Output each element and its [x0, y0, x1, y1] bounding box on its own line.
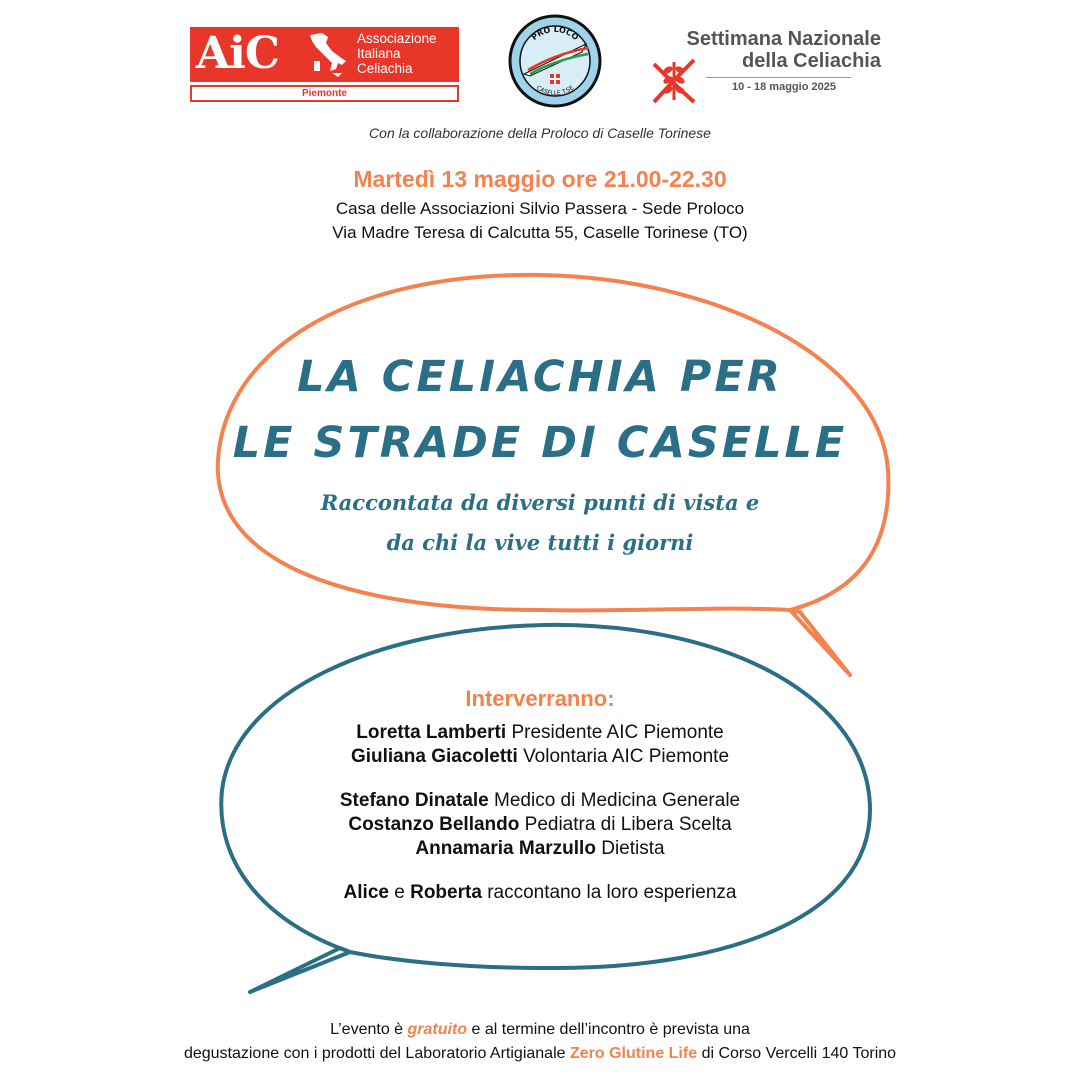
- aic-name: Associazione Italiana Celiachia: [357, 31, 437, 76]
- settimana-title: Settimana Nazionale della Celiachia: [686, 28, 881, 72]
- event-subtitle-line-1: Raccontata da diversi punti di vista e: [320, 490, 760, 515]
- speakers-heading: Interverranno:: [465, 686, 615, 711]
- experience-row: [0, 882, 1080, 904]
- speaker-row: [0, 790, 1080, 812]
- free-highlight: gratuito: [407, 1021, 468, 1038]
- speaker-name: Giuliana Giacoletti: [350, 746, 518, 767]
- speaker-row: [0, 746, 1080, 768]
- speaker-name: Loretta Lamberti: [356, 722, 507, 743]
- settimana-dates: 10 - 18 maggio 2025: [732, 81, 836, 93]
- aic-region: Piemonte: [190, 85, 459, 102]
- brand-highlight: Zero Glutine Life: [569, 1045, 698, 1062]
- speaker-row: [0, 722, 1080, 744]
- speaker-role: Dietista: [601, 838, 665, 859]
- venue-name: Casa delle Associazioni Silvio Passera - Sede Proloco: [335, 199, 745, 218]
- proloco-bottom-text: CASELLE T.SE: [534, 84, 576, 98]
- speaker-role: Volontaria AIC Piemonte: [523, 746, 730, 767]
- footer-line-2: degustazione con i prodotti del Laboratorio Artigianale Zero Glutine Life di Corso Vercelli 140 Torino: [183, 1045, 897, 1062]
- event-title-line-2: LE STRADE DI CASELLE: [232, 418, 848, 468]
- speaker-name: Roberta: [410, 882, 482, 903]
- speaker-name: Annamaria Marzullo: [415, 838, 596, 859]
- event-date: Martedì 13 maggio ore 21.00-22.30: [353, 166, 727, 192]
- conjunction: e: [394, 882, 405, 903]
- event-title-line-1: LA CELIACHIA PER: [297, 352, 783, 402]
- collaboration-note: Con la collaborazione della Proloco di Caselle Torinese: [369, 125, 711, 141]
- speaker-name: Costanzo Bellando: [348, 814, 520, 835]
- speaker-role: Pediatra di Libera Scelta: [524, 814, 732, 835]
- experience-text: raccontano la loro esperienza: [487, 882, 737, 903]
- speaker-row: [0, 838, 1080, 860]
- speaker-name: Stefano Dinatale: [339, 790, 489, 811]
- speaker-role: Medico di Medicina Generale: [494, 790, 741, 811]
- speaker-role: Presidente AIC Piemonte: [511, 722, 724, 743]
- footer-line-1: L’evento è gratuito e al termine dell’incontro è prevista una: [330, 1021, 750, 1038]
- speaker-row: [0, 814, 1080, 836]
- proloco-top-text: PRO LOCO: [529, 24, 581, 43]
- event-subtitle-line-2: da chi la vive tutti i giorni: [386, 530, 694, 555]
- aic-mark: AiC: [196, 28, 279, 79]
- venue-address: Via Madre Teresa di Calcutta 55, Caselle Torinese (TO): [332, 223, 748, 242]
- speaker-name: Alice: [343, 882, 389, 903]
